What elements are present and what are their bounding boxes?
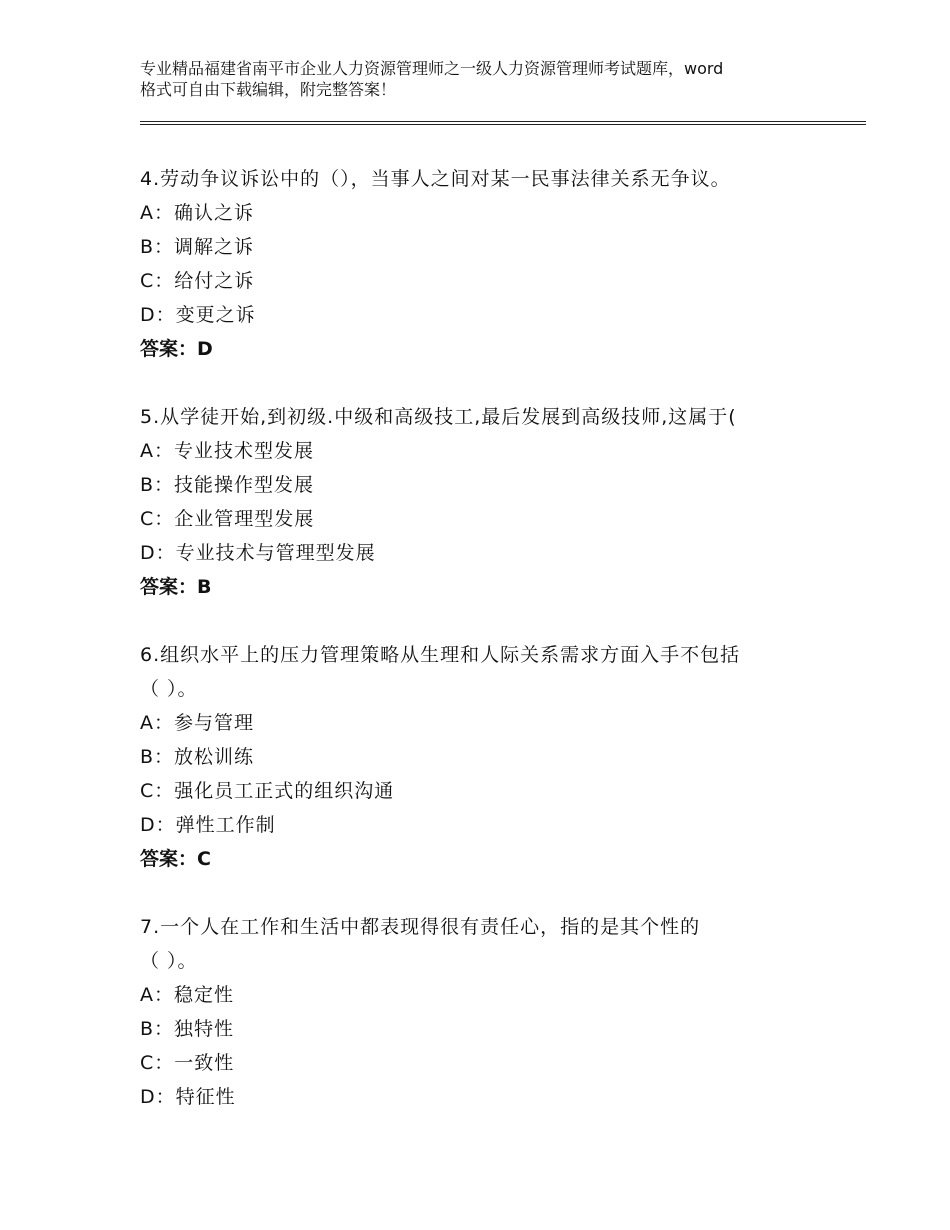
answer-label: 答案：D [140, 338, 213, 360]
option-d: D：特征性 [140, 1086, 236, 1108]
answer-label: 答案：C [140, 848, 211, 870]
option-d: D：变更之诉 [140, 304, 256, 326]
question-stem-line-1: 6.组织水平上的压力管理策略从生理和人际关系需求方面入手不包括 [140, 644, 741, 666]
option-a: A：确认之诉 [140, 202, 254, 224]
header-divider-bottom [140, 124, 866, 125]
question-5 [140, 400, 830, 604]
question-stem-line-2: （ ）。 [140, 950, 198, 972]
option-d: D：专业技术与管理型发展 [140, 542, 376, 564]
header-line-1: 专业精品福建省南平市企业人力资源管理师之一级人力资源管理师考试题库，word [140, 59, 724, 78]
option-b: B：独特性 [140, 1018, 235, 1040]
option-c: C：一致性 [140, 1052, 235, 1074]
option-a: A：稳定性 [140, 984, 234, 1006]
header-divider-top [140, 121, 866, 122]
option-b: B：调解之诉 [140, 236, 255, 258]
question-4 [140, 162, 830, 366]
question-stem: 5.从学徒开始,到初级.中级和高级技工,最后发展到高级技师,这属于( [140, 406, 737, 428]
answer-label: 答案：B [140, 576, 212, 598]
question-stem [140, 910, 830, 978]
option-b: B：放松训练 [140, 746, 255, 768]
question-stem [140, 638, 830, 706]
question-6 [140, 638, 830, 876]
option-c: C：企业管理型发展 [140, 508, 315, 530]
option-c: C：强化员工正式的组织沟通 [140, 780, 395, 802]
question-stem-line-1: 7.一个人在工作和生活中都表现得很有责任心，指的是其个性的 [140, 916, 701, 938]
option-a: A：参与管理 [140, 712, 254, 734]
option-a: A：专业技术型发展 [140, 440, 314, 462]
question-stem: 4.劳动争议诉讼中的（），当事人之间对某一民事法律关系无争议。 [140, 168, 731, 190]
question-7 [140, 910, 830, 1114]
question-stem-line-2: （ ）。 [140, 678, 198, 700]
header-line-2: 格式可自由下载编辑，附完整答案！ [140, 80, 397, 99]
option-c: C：给付之诉 [140, 270, 255, 292]
option-d: D：弹性工作制 [140, 814, 276, 836]
option-b: B：技能操作型发展 [140, 474, 315, 496]
document-header [140, 58, 830, 100]
